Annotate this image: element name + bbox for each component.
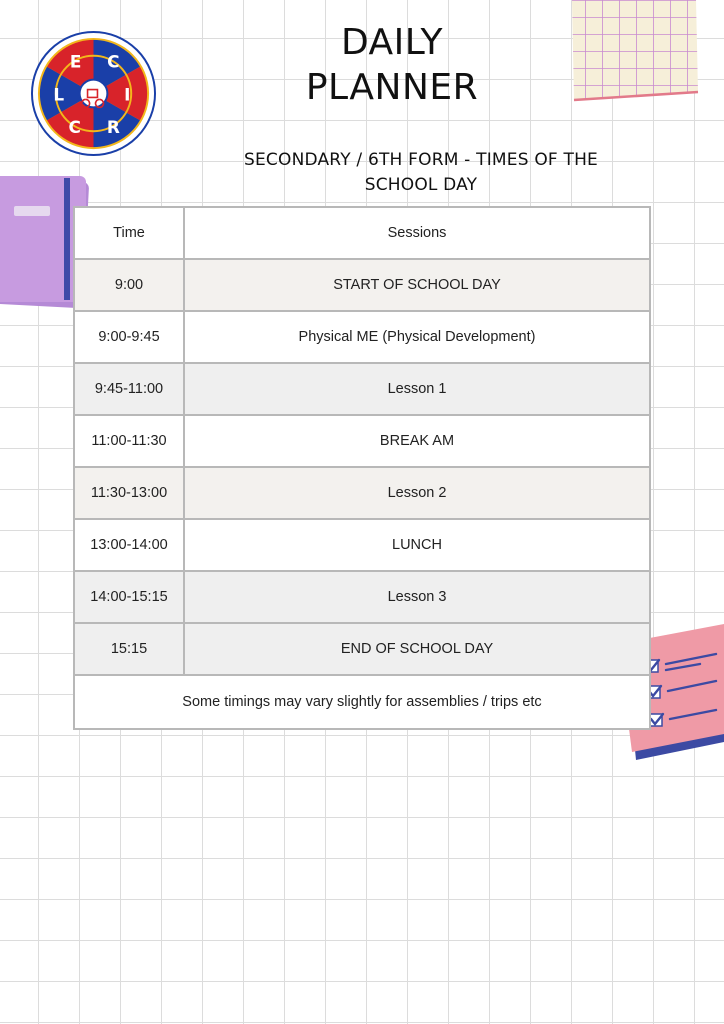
table-row bbox=[75, 466, 649, 518]
page-subtitle: SECONDARY / 6TH FORM - TIMES OF THE SCHOOL DAY bbox=[243, 150, 598, 195]
row-session: Lesson 3 bbox=[185, 572, 649, 622]
table-row bbox=[75, 622, 649, 674]
header-sessions: Sessions bbox=[185, 208, 649, 258]
logo-letter-r: R bbox=[106, 117, 120, 138]
logo-letter-l: L bbox=[53, 84, 65, 105]
school-logo bbox=[30, 30, 157, 157]
table-row bbox=[75, 362, 649, 414]
row-session: BREAK AM bbox=[185, 416, 649, 466]
row-time: 11:00-11:30 bbox=[75, 416, 185, 466]
row-session: LUNCH bbox=[185, 520, 649, 570]
timetable bbox=[73, 206, 651, 730]
row-time: 9:45-11:00 bbox=[75, 364, 185, 414]
row-time: 9:00 bbox=[75, 260, 185, 310]
logo-letter-e: E bbox=[69, 51, 82, 72]
table-row bbox=[75, 414, 649, 466]
logo-letter-i: I bbox=[124, 84, 131, 105]
row-session: END OF SCHOOL DAY bbox=[185, 624, 649, 674]
table-row bbox=[75, 258, 649, 310]
row-session: Lesson 1 bbox=[185, 364, 649, 414]
row-session: Lesson 2 bbox=[185, 468, 649, 518]
row-time: 14:00-15:15 bbox=[75, 572, 185, 622]
table-header-row bbox=[75, 208, 649, 258]
row-session: Physical ME (Physical Development) bbox=[185, 312, 649, 362]
row-session: START OF SCHOOL DAY bbox=[185, 260, 649, 310]
row-time: 9:00-9:45 bbox=[75, 312, 185, 362]
page-title bbox=[262, 20, 522, 110]
title-line-1: DAILY bbox=[340, 22, 444, 63]
header-time: Time bbox=[75, 208, 185, 258]
logo-letter-c: C bbox=[107, 51, 120, 72]
row-time: 13:00-14:00 bbox=[75, 520, 185, 570]
row-time: 15:15 bbox=[75, 624, 185, 674]
row-time: 11:30-13:00 bbox=[75, 468, 185, 518]
logo-letter-c2: C bbox=[68, 117, 81, 138]
title-line-2: PLANNER bbox=[305, 67, 479, 108]
grid-paper-note-decoration bbox=[568, 0, 700, 104]
table-footer-note: Some timings may vary slightly for assemblies / trips etc bbox=[75, 674, 649, 728]
table-row bbox=[75, 518, 649, 570]
table-row bbox=[75, 310, 649, 362]
table-row bbox=[75, 570, 649, 622]
